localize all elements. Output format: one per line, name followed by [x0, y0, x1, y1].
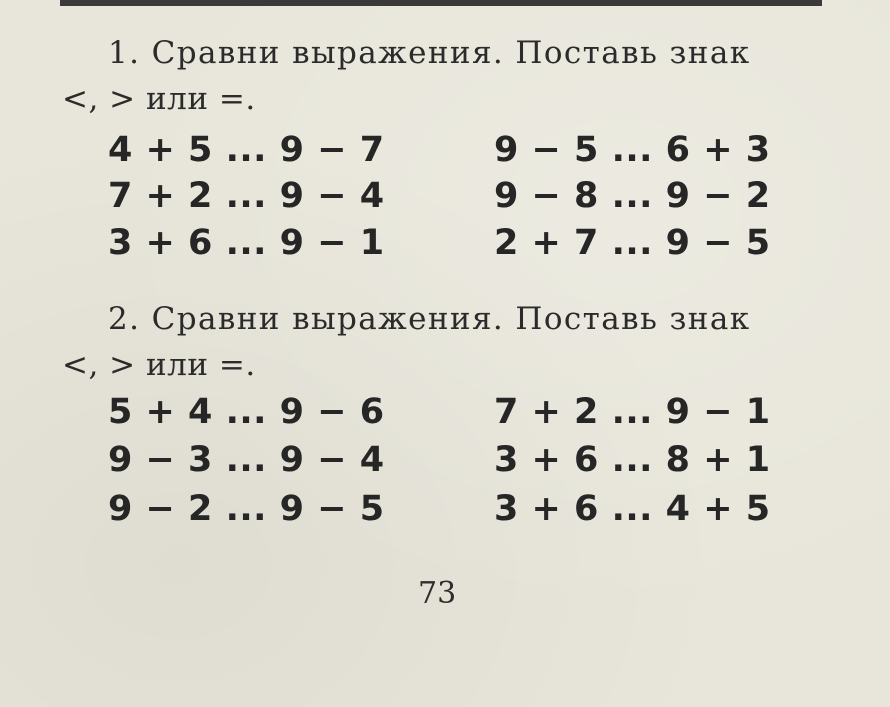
- task-1-right-expression-1: 9 − 5 ... 6 + 3: [494, 130, 771, 170]
- task-2-heading-line-2: <, > или =.: [62, 347, 256, 383]
- task-1-heading-line-1: 1. Сравни выражения. Поставь знак: [108, 35, 751, 71]
- task-2-left-expression-2: 9 − 3 ... 9 − 4: [108, 440, 385, 480]
- task-2-right-expression-3: 3 + 6 ... 4 + 5: [494, 489, 771, 529]
- task-1-left-expression-2: 7 + 2 ... 9 − 4: [108, 176, 385, 216]
- task-2-right-expression-2: 3 + 6 ... 8 + 1: [494, 440, 771, 480]
- task-1-heading: [62, 30, 832, 122]
- task-1-left-expression-1: 4 + 5 ... 9 − 7: [108, 130, 385, 170]
- task-2-left-expression-3: 9 − 2 ... 9 − 5: [108, 489, 385, 529]
- task-2-right-expression-1: 7 + 2 ... 9 − 1: [494, 392, 771, 432]
- task-1-heading-line-2: <, > или =.: [62, 81, 256, 117]
- page-number: 73: [418, 576, 457, 611]
- task-1-left-expression-3: 3 + 6 ... 9 − 1: [108, 223, 385, 263]
- task-2-heading-line-1: 2. Сравни выражения. Поставь знак: [108, 301, 751, 337]
- task-1-right-expression-3: 2 + 7 ... 9 − 5: [494, 223, 771, 263]
- task-2-left-expression-1: 5 + 4 ... 9 − 6: [108, 392, 385, 432]
- top-divider: [60, 0, 822, 6]
- task-2-heading: [62, 296, 832, 388]
- task-1-right-expression-2: 9 − 8 ... 9 − 2: [494, 176, 771, 216]
